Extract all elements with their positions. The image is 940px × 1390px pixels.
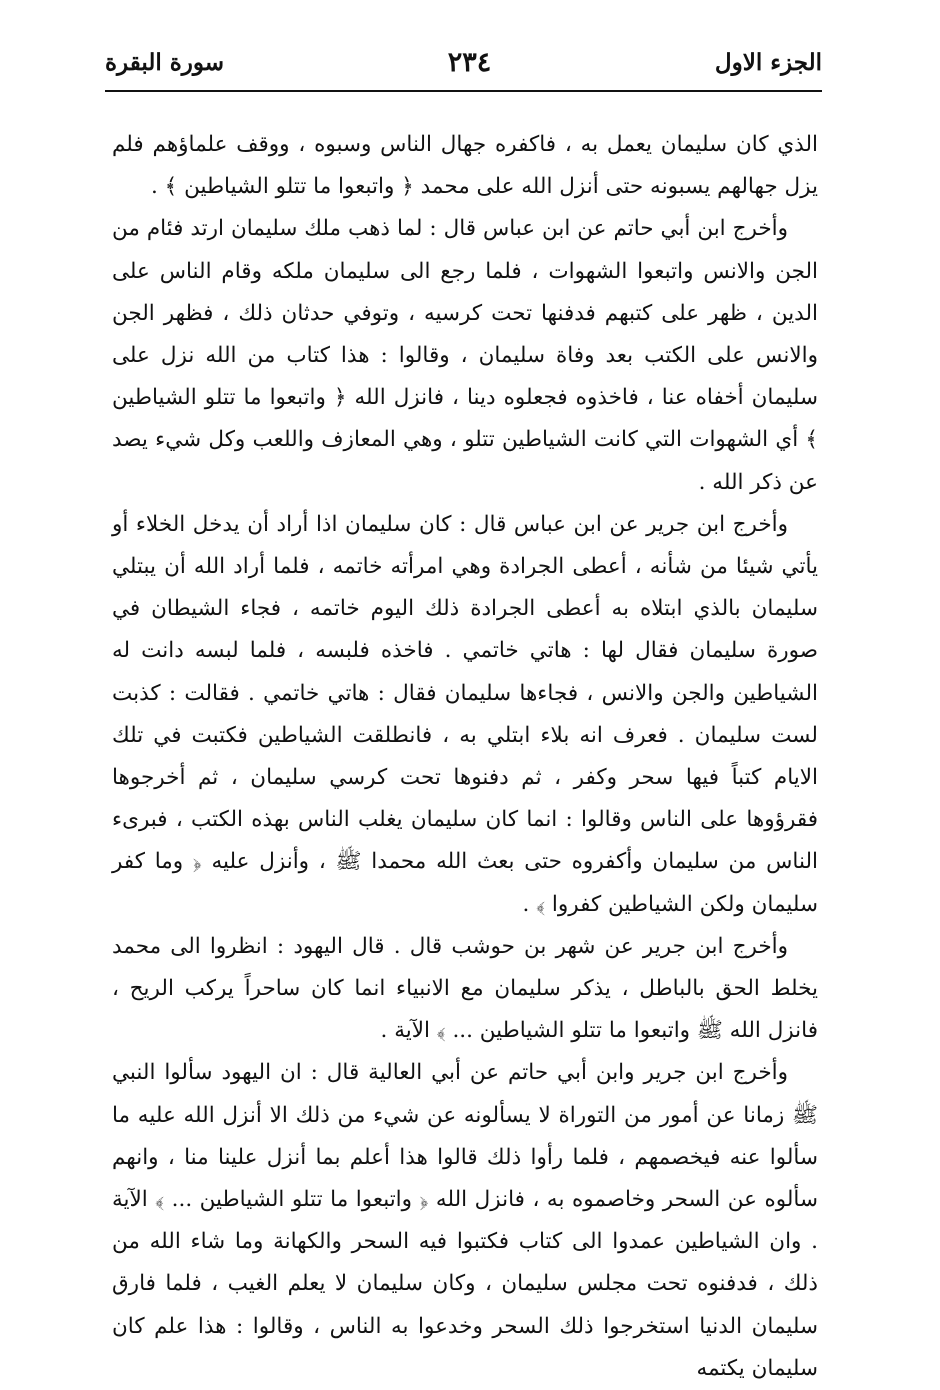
part-title: الجزء الاول (714, 48, 822, 76)
paragraph-ibn-jarir-ibn-abbas: وأخرج ابن جرير عن ابن عباس قال : كان سليمان اذا أراد أن يدخل الخلاء أو يأتي شيئا من شأنه ، أعطى الجرادة وهي امرأته خاتمه ، فلما أراد الله أن يبتلي سليمان بالذي ابتلاه به أعطى الجرادة ذلك اليوم خاتمه ، فجاء الشيطان في صورة سليمان فقال لها : هاتي خاتمي . فاخذه فلبسه ، فلما لبسه دانت له الشياطين والجن والانس ، فجاءها سليمان فقال : هاتي خاتمي . فقالت : كذبت لست سليمان . فعرف انه بلاء ابتلي به ، فانطلقت الشياطين فكتبت في تلك الايام كتباً فيها سحر وكفر ، ثم دفنوها تحت كرسي سليمان ، ثم أخرجوها فقرؤوها على الناس وقالوا : انما كان سليمان يغلب الناس بهذه الكتب ، فبرىء الناس من سليمان وأكفروه حتى بعث الله محمدا ﷺ ، وأنزل عليه ﴿ وما كفر سليمان ولكن الشياطين كفروا ﴾ . (112, 511, 818, 917)
paragraph-abu-al-aliya: وأخرج ابن جرير وابن أبي حاتم عن أبي العالية قال : ان اليهود سألوا النبي ﷺ زمانا عن أمور من التوراة لا يسألونه عن شيء من ذلك الا أنزل الله عليه ما سألوا عنه فيخصمهم ، فلما رأوا ذلك قالوا هذا أعلم بما أنزل علينا منا ، وانهم سألوه عن السحر وخاصموه به ، فانزل الله ﴿ واتبعوا ما تتلو الشياطين ... ﴾ الآية . وان الشياطين عمدوا الى كتاب فكتبوا فيه السحر والكهانة وما شاء الله من ذلك ، فدفنوه تحت مجلس سليمان ، وكان سليمان لا يعلم الغيب ، فلما فارق سليمان الدنيا استخرجوا ذلك السحر وخدعوا به الناس ، وقالوا : هذا علم كان سليمان يكتمه (112, 1060, 818, 1381)
paragraph-shahr-ibn-hawshab: وأخرج ابن جرير عن شهر بن حوشب قال . قال اليهود : انظروا الى محمد يخلط الحق بالباطل ، يذكر سليمان مع الانبياء انما كان ساحراً يركب الريح ، فانزل الله ﷺ واتبعوا ما تتلو الشياطين ... ﴾ الآية . (112, 933, 818, 1044)
header-divider (105, 90, 822, 92)
page-number: ٢٣٤ (447, 46, 492, 78)
surah-title: سورة البقرة (105, 48, 225, 76)
paragraph-continuation: الذي كان سليمان يعمل به ، فاكفره جهال الناس وسبوه ، ووقف علماؤهم فلم يزل جهالهم يسبونه حتى أنزل الله على محمد ﴿ واتبعوا ما تتلو الشياطين ﴾ . (112, 132, 818, 200)
paragraph-ibn-abi-hatim: وأخرج ابن أبي حاتم عن ابن عباس قال : لما ذهب ملك سليمان ارتد فئام من الجن والانس واتبعوا الشهوات ، فلما رجع الى سليمان ملكه وقام الناس على الدين ، ظهر على كتبهم فدفنها تحت كرسيه ، وتوفي حدثان ذلك ، فظهر الجن والانس على الكتب بعد وفاة سليمان ، وقالوا : هذا كتاب من الله نزل على سليمان أخفاه عنا ، فاخذوه فجعلوه دينا ، فانزل الله ﴿ واتبعوا ما تتلو الشياطين ﴾ أي الشهوات التي كانت الشياطين تتلو ، وهي المعازف واللعب وكل شيء يصد عن ذكر الله . (112, 216, 818, 495)
body-text (112, 124, 818, 1390)
page-header (105, 40, 822, 84)
